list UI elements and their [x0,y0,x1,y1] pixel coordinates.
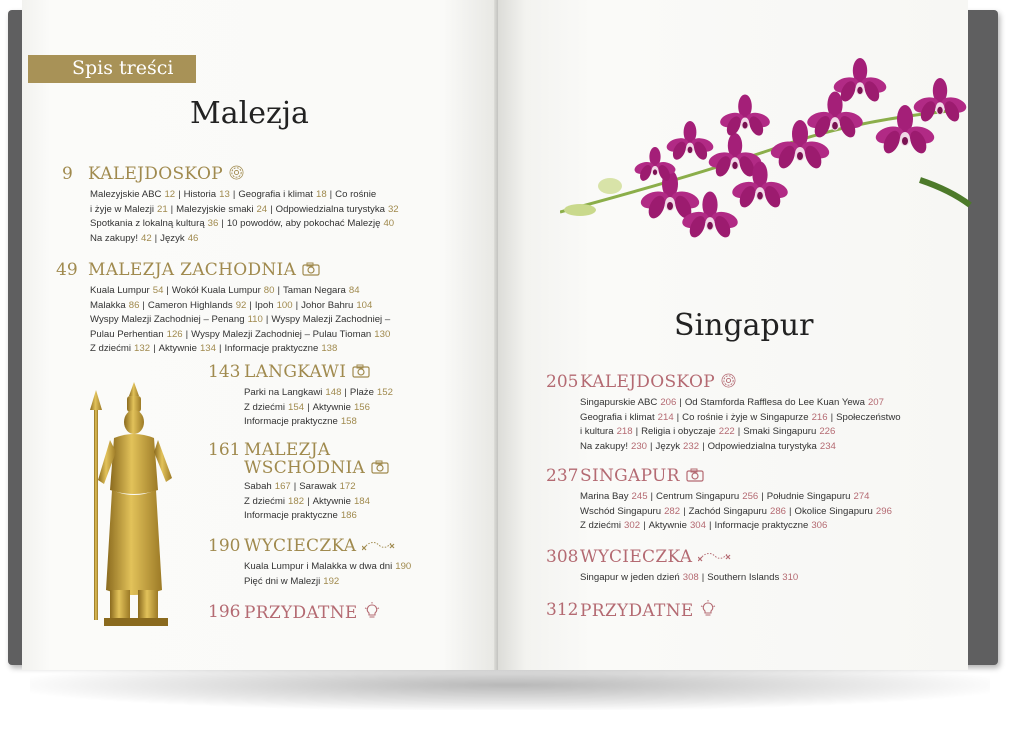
toc-entry-page: 46 [187,232,199,244]
orchid-flower [805,92,864,140]
toc-section-title-text: WYCIECZKA [580,547,693,567]
toc-entry-page: 286 [769,505,786,517]
toc-section-title[interactable] [244,440,389,479]
toc-entry-page: 184 [353,495,370,507]
toc-entry-label[interactable]: Centrum Singapuru [656,491,740,502]
toc-entry-label[interactable]: Geografia i klimat [238,189,313,200]
camera-icon [352,363,370,383]
separator: | [635,426,639,438]
page-title-malezja: Malezja [190,96,309,131]
separator: | [295,299,299,311]
toc-section-entries [244,386,464,430]
toc-entry-line [580,571,960,586]
toc-entry-label[interactable]: Malakka [90,299,126,311]
mandala-icon [229,165,244,185]
separator: | [329,189,333,200]
toc-entry-page: 12 [164,189,176,200]
separator: | [830,411,834,423]
toc-ribbon-label: Spis treści [72,57,174,79]
toc-entry-label[interactable]: Wyspy Malezji Zachodniej – Penang [90,314,245,326]
toc-entry-label[interactable]: Zachód Singapuru [688,505,767,517]
separator: | [307,495,310,507]
toc-entry-label[interactable]: Pulau Perhentian [90,328,164,340]
toc-entry-page: 306 [811,520,828,532]
toc-entry-line [244,495,464,510]
toc-entry-label[interactable]: Taman Negara [282,285,346,296]
separator: | [702,440,705,452]
toc-entry-page: 36 [207,218,219,230]
toc-section-page[interactable]: 190 [208,536,241,556]
toc-entry-line [580,490,960,505]
toc-entry-label[interactable]: Aktywnie [312,401,351,413]
toc-entry-page: 80 [263,285,275,296]
toc-entry-label[interactable]: Informacje praktyczne [244,510,338,522]
separator: | [249,299,252,311]
toc-entry-page: 132 [134,343,151,355]
separator: | [178,189,181,200]
toc-entry-page: 21 [156,203,168,215]
toc-entry-label[interactable]: Co rośnie [335,189,377,200]
toc-entry-label[interactable]: Parki na Langkawi [244,387,323,398]
toc-entry-label[interactable]: Kuala Lumpur [90,285,150,296]
toc-entry-label[interactable]: Cameron Highlands [147,299,233,311]
toc-entry-label[interactable]: Aktywnie [648,520,687,532]
toc-entry-page: 256 [742,491,759,502]
toc-entry-page: 130 [374,328,391,340]
toc-entry-label[interactable]: Sabah [244,481,272,492]
toc-entry-page: 138 [321,343,338,355]
toc-entry-page: 134 [199,343,216,355]
toc-entry-page: 274 [853,491,870,502]
orchid-flower [719,95,772,138]
toc-section-title-text: MALEZJA ZACHODNIA [88,260,297,280]
toc-entry-page: 42 [141,232,152,244]
toc-entry-line [244,575,464,590]
toc-section-title-text: PRZYDATNE [580,601,694,621]
toc-entry-label[interactable]: Informacje praktyczne [244,416,338,428]
toc-entry-label[interactable]: Plaże [349,387,374,398]
toc-entry-page: 182 [288,495,305,507]
separator: | [789,505,792,517]
toc-entry-line [90,342,460,357]
toc-entry-page: 54 [152,285,164,296]
toc-section-page[interactable]: 161 [208,440,241,460]
toc-entry-label[interactable]: Malezyjskie ABC [90,189,162,200]
toc-entry-page: 216 [811,411,828,423]
separator: | [761,491,764,502]
route-icon [362,536,396,557]
toc-entry-label[interactable]: Southern Islands [707,572,780,583]
separator: | [265,314,269,326]
toc-section-page[interactable]: 237 [546,466,579,486]
toc-entry-page: 304 [689,520,706,532]
toc-entry-line [580,411,960,426]
toc-entry-page: 190 [395,561,412,572]
toc-entry-line [580,505,960,520]
toc-entry-page: 167 [274,481,291,492]
toc-entry-label[interactable]: Język [655,440,681,452]
toc-entry-label[interactable]: Geografia i klimat [580,411,655,423]
separator: | [153,343,156,355]
lightbulb-icon [700,600,716,623]
camera-icon [302,261,320,281]
toc-entry-page: 13 [219,189,230,200]
toc-entry-line [90,313,460,328]
toc-entry-page: 24 [256,203,268,215]
toc-entry-label[interactable]: Wokół Kuala Lumpur [171,285,261,296]
toc-entry-label[interactable]: Okolice Singapuru [794,505,873,517]
toc-section-entries [90,188,450,246]
separator: | [737,426,741,438]
toc-section-title[interactable] [88,164,244,185]
toc-entry-line [244,509,464,524]
toc-section-page[interactable]: 312 [546,600,579,620]
toc-section-title-text: WSCHODNIA [244,458,366,478]
orchid-flower [665,121,715,162]
toc-section-title-text: WYCIECZKA [244,536,357,556]
toc-entry-label[interactable]: Z dziećmi [244,401,286,413]
toc-section-title-line [244,458,389,479]
toc-entry-label[interactable]: Aktywnie [158,343,197,355]
toc-entry-page: 282 [664,505,681,517]
toc-entry-label[interactable]: Wyspy Malezji Zachodniej – Pulau Tioman [191,328,372,340]
toc-entry-label[interactable]: Aktywnie [312,495,351,507]
separator: | [650,440,653,452]
toc-entry-label[interactable]: Informacje praktyczne [224,343,319,355]
toc-section-title[interactable] [580,372,736,393]
toc-section-entries [90,284,460,357]
toc-entry-label[interactable]: Kuala Lumpur i Malakka w dwa dni [244,561,393,572]
separator: | [708,520,712,532]
page-title-singapur: Singapur [674,308,814,343]
toc-section-entries [580,490,960,534]
toc-entry-label[interactable]: Spotkania z lokalną kulturą [90,218,205,230]
separator: | [154,232,158,244]
toc-section-entries [580,396,960,454]
toc-entry-page: 308 [682,572,699,583]
toc-entry-label[interactable]: Odpowiedzialna turystyka [707,440,817,452]
separator: | [142,299,145,311]
toc-entry-page: 207 [867,397,884,408]
toc-entry-label[interactable]: Informacje praktyczne [714,520,809,532]
toc-entry-line [244,480,464,495]
toc-entry-label[interactable]: Religia i obyczaje [641,426,716,438]
separator: | [679,397,682,408]
toc-entry-line [90,203,450,218]
toc-entry-page: 86 [128,299,140,311]
separator: | [185,328,189,340]
toc-entry-label[interactable]: Singapurskie ABC [580,397,658,408]
toc-entry-page: 126 [166,328,183,340]
separator: | [701,572,705,583]
separator: | [221,218,224,230]
toc-ribbon [28,55,196,83]
toc-entry-line [244,560,464,575]
toc-entry-line [244,386,464,401]
separator: | [218,343,222,355]
toc-entry-page: 148 [325,387,342,398]
toc-entry-label[interactable]: Od Stamforda Rafflesa do Lee Kuan Yewa [684,397,865,408]
toc-entry-label[interactable]: Język [160,232,185,244]
toc-section-entries [580,571,960,586]
toc-entry-page: 100 [276,299,293,311]
toc-section-title[interactable] [244,536,396,557]
toc-entry-line [90,299,460,314]
toc-entry-page: 245 [631,491,648,502]
separator: | [293,481,297,492]
toc-entry-label[interactable]: Wyspy Malezji Zachodniej – [271,314,391,326]
toc-entry-page: 18 [315,189,327,200]
toc-entry-label[interactable]: Malezyjskie smaki [176,203,254,215]
toc-section-title-text: LANGKAWI [244,362,347,382]
toc-entry-label[interactable]: Z dziećmi [90,343,132,355]
toc-section-title[interactable] [580,466,704,487]
toc-entry-line [90,232,450,247]
toc-section-title[interactable] [244,602,380,625]
toc-entry-label[interactable]: Sarawak [299,481,337,492]
toc-section-entries [244,480,464,524]
orchid-flower [912,78,968,124]
toc-entry-page: 230 [631,440,648,452]
toc-entry-line [90,328,460,343]
separator: | [270,203,273,215]
toc-entry-label[interactable]: Marina Bay [580,491,629,502]
toc-entry-page: 110 [247,314,263,326]
toc-entry-page: 156 [353,401,370,413]
mandala-icon [721,373,736,393]
toc-entry-page: 172 [339,481,356,492]
toc-entry-label[interactable]: Z dziećmi [244,495,286,507]
toc-entry-label[interactable]: Ipoh [254,299,274,311]
toc-entry-page: 186 [340,510,357,522]
toc-entry-page: 296 [875,505,892,517]
toc-entry-label[interactable]: Pięć dni w Malezji [244,575,321,587]
toc-section-page[interactable]: 9 [62,164,73,184]
separator: | [676,411,680,423]
toc-entry-line [90,188,450,203]
separator: | [232,189,236,200]
toc-entry-page: 226 [819,426,836,438]
toc-section-title-text: KALEJDOSKOP [580,372,715,392]
toc-entry-label[interactable]: i kultura [580,426,614,438]
toc-entry-line [90,284,460,299]
toc-entry-label[interactable]: Co rośnie i żyje w Singapurze [682,411,809,423]
toc-section-title[interactable] [88,260,320,281]
separator: | [307,401,310,413]
toc-section-page[interactable]: 205 [546,372,579,392]
toc-entry-page: 234 [819,440,836,452]
toc-entry-page: 206 [660,397,677,408]
toc-entry-page: 232 [683,440,700,452]
toc-entry-page: 40 [383,218,395,230]
toc-entry-page: 104 [356,299,373,311]
toc-entry-label[interactable]: Społeczeństwo [836,411,901,423]
toc-section-title-text: PRZYDATNE [244,603,358,623]
toc-entry-label[interactable]: Singapur w jeden dzień [580,572,680,583]
camera-icon [371,459,389,479]
toc-entry-label[interactable]: 10 powodów, aby pokochać Malezję [226,218,381,230]
toc-section-title[interactable] [244,362,370,383]
toc-entry-page: 218 [616,426,633,438]
toc-section-page[interactable]: 196 [208,602,241,622]
toc-section-title[interactable] [580,547,732,568]
toc-section-title[interactable] [580,600,716,623]
toc-entry-label[interactable]: Południe Singapuru [766,491,851,502]
toc-entry-page: 84 [348,285,360,296]
orchid-image [560,40,980,260]
lightbulb-icon [364,602,380,625]
toc-entry-label[interactable]: Wschód Singapuru [580,505,662,517]
toc-entry-page: 32 [387,203,399,215]
separator: | [650,491,654,502]
toc-entry-page: 152 [376,387,393,398]
toc-entry-page: 310 [782,572,799,583]
camera-icon [686,467,704,487]
toc-entry-line [580,425,960,440]
toc-entry-line [580,440,960,455]
toc-entry-line [90,217,450,232]
toc-entry-line [580,396,960,411]
separator: | [166,285,169,296]
toc-section-title-text: SINGAPUR [580,466,680,486]
toc-entry-line [244,401,464,416]
toc-entry-page: 92 [235,299,247,311]
toc-entry-label[interactable]: Na zakupy! [90,232,138,244]
toc-entry-label[interactable]: Johor Bahru [301,299,354,311]
toc-section-page[interactable]: 49 [56,260,78,280]
toc-section-page[interactable]: 308 [546,547,579,567]
toc-entry-label[interactable]: Z dziećmi [580,520,622,532]
toc-entry-label[interactable]: Na zakupy! [580,440,628,452]
orchid-flower [730,162,789,210]
toc-entry-label[interactable]: Odpowiedzialna turystyka [275,203,385,215]
toc-entry-line [580,519,960,534]
toc-entry-page: 158 [340,416,357,428]
separator: | [170,203,174,215]
separator: | [344,387,347,398]
toc-section-title-line: MALEZJA [244,440,331,460]
toc-entry-page: 214 [657,411,674,423]
toc-section-page[interactable]: 143 [208,362,241,382]
separator: | [683,505,686,517]
toc-entry-page: 222 [718,426,735,438]
toc-entry-line [244,415,464,430]
toc-section-title-text: KALEJDOSKOP [88,164,223,184]
toc-entry-page: 192 [323,575,340,587]
route-icon [698,547,732,568]
left-page [22,0,500,670]
toc-entry-label[interactable]: Smaki Singapuru [743,426,817,438]
toc-entry-label[interactable]: Historia [183,189,217,200]
separator: | [643,520,646,532]
toc-entry-page: 302 [624,520,641,532]
separator: | [277,285,280,296]
statue-image [84,380,184,630]
toc-entry-page: 154 [288,401,305,413]
toc-section-entries [244,560,464,589]
toc-entry-label[interactable]: i żyje w Malezji [90,203,154,215]
